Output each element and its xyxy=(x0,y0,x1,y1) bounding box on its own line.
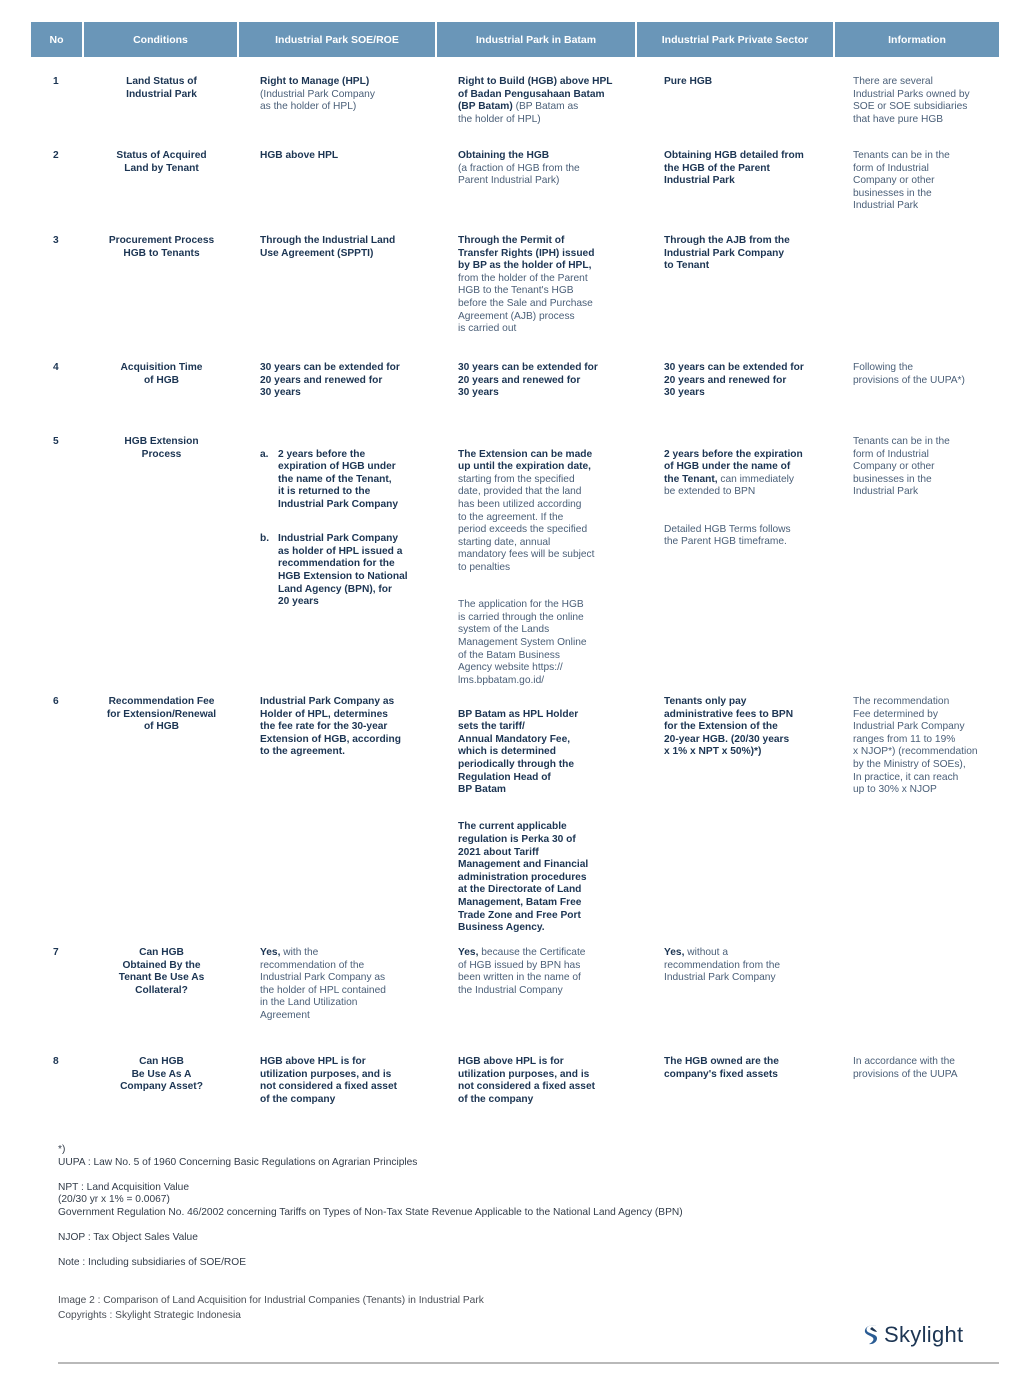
row-number: 8 xyxy=(53,1056,59,1067)
batam-bold: 30 years can be extended for 20 years and renewed for 30 years xyxy=(458,362,598,399)
table-row xyxy=(31,947,999,1023)
private-cell xyxy=(637,362,835,400)
soe-cell xyxy=(239,150,437,213)
batam-normal: (a fraction of HGB from the Parent Industrial Park) xyxy=(458,162,580,187)
row-number: 5 xyxy=(53,436,59,447)
soe-cell xyxy=(239,436,437,700)
soe-bold: HGB above HPL is for utilization purposes, and is not considered a fixed asset of the company xyxy=(260,1056,398,1105)
skylight-logo xyxy=(864,1322,963,1348)
private-bold: Through the AJB from the Industrial Park Company to Tenant xyxy=(664,235,790,272)
private-bold: Pure HGB xyxy=(664,76,713,87)
batam-normal: because the Certificate of HGB issued by BPN has been written in the name of the Industrial Company xyxy=(458,947,586,996)
list-item xyxy=(260,449,437,512)
private-extra: Detailed HGB Terms follows the Parent HGB timeframe. xyxy=(664,523,791,548)
table-row xyxy=(31,235,999,336)
footnote-note: Note : Including subsidiaries of SOE/ROE xyxy=(58,1257,246,1269)
row-number: 6 xyxy=(53,696,59,707)
batam-bold: BP Batam as HPL Holder sets the tariff/ Annual Mandatory Fee, which is determined periodically through the Regulation Head of BP Batam xyxy=(458,708,579,796)
private-cell xyxy=(637,76,835,126)
row-condition: Status of Acquired Land by Tenant xyxy=(116,150,207,174)
private-normal: without a recommendation from the Industrial Park Company xyxy=(664,947,781,984)
footer-divider xyxy=(58,1362,999,1364)
batam-cell xyxy=(437,696,637,947)
row-condition: HGB Extension Process xyxy=(124,436,199,460)
footnote-npt-formula: (20/30 yr x 1% = 0.0067) xyxy=(58,1194,170,1206)
batam-extra: The current applicable regulation is Perka 30 of 2021 about Tariff Management and Financial administration procedures at the Directorate of Land Management, Batam Free Trade Zone and Free Port Business Agency. xyxy=(458,821,589,934)
list-text: Industrial Park Company as holder of HPL issued a recommendation for the HGB Extension to National Land Agency (BPN), for 20 years xyxy=(278,533,408,608)
soe-cell xyxy=(239,76,437,126)
list-text: 2 years before the expiration of HGB under the name of the Tenant, it is returned to the Industrial Park Company xyxy=(278,448,399,510)
info-cell xyxy=(835,947,999,1023)
caption-image: Image 2 : Comparison of Land Acquisition for Industrial Companies (Tenants) in Industrial Park xyxy=(58,1295,484,1306)
batam-bold: The Extension can be made up until the expiration date, xyxy=(458,448,593,473)
row-number: 2 xyxy=(53,150,59,161)
soe-bold: Yes, xyxy=(260,947,281,958)
footnotes xyxy=(58,1144,683,1270)
batam-cell xyxy=(437,235,637,336)
soe-normal: (Industrial Park Company as the holder of HPL) xyxy=(260,88,375,113)
batam-cell xyxy=(437,947,637,1023)
private-bold: Tenants only pay administrative fees to BPN for the Extension of the 20-year HGB. (20/30 years x 1% x NPT x 50%)*) xyxy=(664,696,794,758)
row-number: 4 xyxy=(53,362,59,373)
soe-normal: with the recommendation of the Industrial Park Company as the holder of HPL contained in the Land Utilization Agreement xyxy=(260,947,386,1021)
footnote-njop: NJOP : Tax Object Sales Value xyxy=(58,1232,198,1244)
list-item xyxy=(260,533,437,609)
batam-cell xyxy=(437,150,637,213)
private-bold: 2 years before the expiration of HGB under the name of the Tenant, xyxy=(664,448,803,485)
table-row xyxy=(31,76,999,126)
batam-bold: Obtaining the HGB xyxy=(458,150,550,161)
footnote-asterisk: *) xyxy=(58,1144,66,1155)
row-number: 3 xyxy=(53,235,59,246)
soe-bold: Industrial Park Company as Holder of HPL, determines the fee rate for the 30-year Extension of HGB, according to the agreement. xyxy=(260,696,401,758)
row-condition: Land Status of Industrial Park xyxy=(126,76,197,100)
batam-cell xyxy=(437,1056,637,1106)
header-conditions: Conditions xyxy=(84,22,239,57)
header-private-sector: Industrial Park Private Sector xyxy=(637,22,835,57)
row-condition: Acquisition Time of HGB xyxy=(120,362,203,386)
caption xyxy=(58,1293,484,1323)
row-condition: Can HGB Obtained By the Tenant Be Use As Collateral? xyxy=(118,947,205,996)
private-bold: 30 years can be extended for 20 years and renewed for 30 years xyxy=(664,362,804,399)
footnote-gov-reg: Government Regulation No. 46/2002 concerning Tariffs on Types of Non-Tax State Revenue Applicable to the National Land Agency (BPN) xyxy=(58,1206,683,1218)
comparison-table xyxy=(31,22,999,1105)
list-marker: b. xyxy=(260,533,270,545)
batam-bold: Through the Permit of Transfer Rights (IPH) issued by BP as the holder of HPL, xyxy=(458,235,595,272)
batam-cell xyxy=(437,362,637,400)
batam-para xyxy=(458,449,637,575)
logo-text: Skylight xyxy=(884,1322,964,1347)
caption-copyright: Copyrights : Skylight Strategic Indonesia xyxy=(58,1310,241,1321)
soe-bold: HGB above HPL xyxy=(260,150,339,161)
list-marker: a. xyxy=(260,448,269,460)
row-number: 1 xyxy=(53,76,59,87)
private-bold: The HGB owned are the company's fixed assets xyxy=(664,1056,779,1080)
row-condition: Can HGB Be Use As A Company Asset? xyxy=(120,1056,203,1093)
private-bold: Yes, xyxy=(664,947,685,958)
batam-cell xyxy=(437,436,637,700)
table-row xyxy=(31,1056,999,1106)
batam-bold: HGB above HPL is for utilization purposes, and is not considered a fixed asset of the company xyxy=(458,1056,596,1105)
private-cell xyxy=(637,947,835,1023)
soe-cell xyxy=(239,362,437,400)
soe-bold: Through the Industrial Land Use Agreement (SPPTI) xyxy=(260,235,396,259)
table-row xyxy=(31,436,999,700)
batam-cell xyxy=(437,76,637,126)
table-header xyxy=(31,22,999,57)
info-cell: Tenants can be in the form of Industrial Company or other businesses in the Industrial Park xyxy=(853,436,950,498)
batam-bold: Right to Build (HGB) above HPL of Badan Pengusahaan Batam (BP Batam) xyxy=(458,76,613,113)
private-bold: Obtaining HGB detailed from the HGB of the Parent Industrial Park xyxy=(664,150,804,187)
info-cell: There are several Industrial Parks owned by SOE or SOE subsidiaries that have pure HGB xyxy=(853,76,970,125)
batam-normal: from the holder of the Parent HGB to the Tenant's HGB before the Sale and Purchase Agreement (AJB) process is carried out xyxy=(458,272,593,335)
batam-extra: The application for the HGB is carried through the online system of the Lands Management System Online of the Batam Business Agency website https:// lms.bpbatam.go.id/ xyxy=(458,599,587,686)
header-soe-roe: Industrial Park SOE/ROE xyxy=(239,22,437,57)
info-cell: The recommendation Fee determined by Industrial Park Company ranges from 11 to 19% x NJOP*) (recommendation by the Ministry of SOEs), In practice, it can reach up to 30% x NJOP xyxy=(853,696,978,796)
info-cell xyxy=(835,235,999,336)
batam-bold: Yes, xyxy=(458,947,479,958)
header-batam: Industrial Park in Batam xyxy=(437,22,637,57)
private-cell xyxy=(637,1056,835,1106)
header-information: Information xyxy=(888,33,946,46)
soe-cell xyxy=(239,696,437,947)
private-cell xyxy=(637,150,835,213)
info-cell: Tenants can be in the form of Industrial Company or other businesses in the Industrial Park xyxy=(853,150,950,212)
footnote-npt: NPT : Land Acquisition Value xyxy=(58,1181,190,1193)
table-row xyxy=(31,696,999,947)
row-condition: Procurement Process HGB to Tenants xyxy=(108,235,215,259)
row-condition: Recommendation Fee for Extension/Renewal of HGB xyxy=(106,696,217,733)
soe-bold: Right to Manage (HPL) xyxy=(260,76,370,87)
soe-cell xyxy=(239,235,437,336)
info-cell: In accordance with the provisions of the UUPA xyxy=(853,1056,958,1080)
skylight-logo-icon xyxy=(864,1324,880,1346)
batam-normal: starting from the specified date, provided that the land has been utilized according to the agreement. If the period exceeds the specified starting date, annual mandatory fees will be subject to penalties xyxy=(458,473,595,573)
private-para xyxy=(664,449,835,499)
private-cell xyxy=(637,436,835,700)
soe-cell xyxy=(239,1056,437,1106)
private-normal: can immediately be extended to BPN xyxy=(664,473,795,498)
row-number: 7 xyxy=(53,947,59,958)
soe-bold: 30 years can be extended for 20 years and renewed for 30 years xyxy=(260,362,400,399)
info-cell: Following the provisions of the UUPA*) xyxy=(853,362,965,386)
private-cell xyxy=(637,696,835,947)
table-row xyxy=(31,362,999,400)
soe-cell xyxy=(239,947,437,1023)
private-cell xyxy=(637,235,835,336)
header-no: No xyxy=(31,22,84,57)
table-row xyxy=(31,150,999,213)
batam-normal: (BP Batam as the holder of HPL) xyxy=(458,101,579,125)
footnote-uupa: UUPA : Law No. 5 of 1960 Concerning Basic Regulations on Agrarian Principles xyxy=(58,1156,418,1168)
